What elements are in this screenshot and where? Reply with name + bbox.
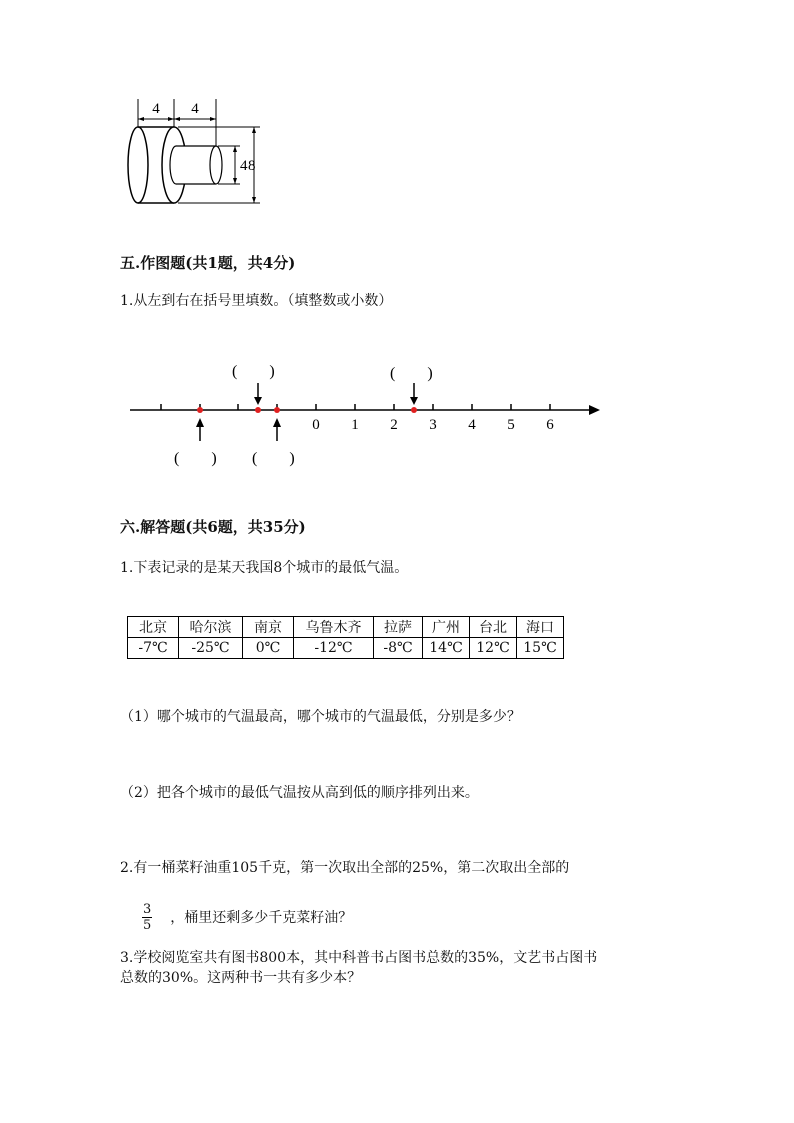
section5-q1: 1.从左到右在括号里填数。（填整数或小数） [120, 293, 393, 309]
city-cell: 南京 [243, 617, 294, 638]
fraction-denominator: 5 [143, 918, 152, 933]
temp-cell: -8℃ [374, 638, 423, 659]
section6-q1-text: 1.下表记录的是某天我国8个城市的最低气温。 [120, 560, 409, 576]
question-3-line1: 3.学校阅览室共有图书800本，其中科普书占图书总数的35%，文艺书占图书 [120, 950, 598, 966]
temp-cell: 12℃ [470, 638, 517, 659]
tick-label-2: 2 [390, 417, 398, 433]
tick-label-6: 6 [546, 417, 554, 433]
table-row-cities [128, 617, 564, 638]
city-cell: 拉萨 [374, 617, 423, 638]
tick-label-3: 3 [429, 417, 437, 433]
city-cell: 哈尔滨 [179, 617, 243, 638]
arrow-down-b [254, 397, 262, 405]
cylinder-figure [118, 95, 268, 210]
arrow-down-d [410, 397, 418, 405]
arrow-up-c [273, 418, 281, 427]
point-b [255, 407, 261, 413]
tick-label-5: 5 [507, 417, 515, 433]
city-cell: 广州 [423, 617, 470, 638]
dim-inner-height: 4 [240, 158, 248, 174]
sub-question-2: （2）把各个城市的最低气温按从高到低的顺序排列出来。 [120, 785, 479, 801]
temperature-table [127, 616, 564, 659]
temp-cell: -7℃ [128, 638, 179, 659]
city-cell: 台北 [470, 617, 517, 638]
tick-label-4: 4 [468, 417, 476, 433]
temp-cell: 14℃ [423, 638, 470, 659]
fraction-three-fifths [142, 902, 152, 933]
tick-label-1: 1 [351, 417, 359, 433]
section6-heading: 六.解答题(共6题，共35分) [120, 518, 306, 536]
sub-question-1: （1）哪个城市的气温最高，哪个城市的气温最低，分别是多少？ [120, 709, 521, 725]
section5-heading: 五.作图题(共1题，共4分) [120, 254, 296, 272]
answer-blank-bottom-2[interactable]: ( ) [252, 450, 295, 467]
city-cell: 海口 [517, 617, 564, 638]
tick-label-0: 0 [312, 417, 320, 433]
small-cylinder-face [210, 146, 222, 184]
point-d [411, 407, 417, 413]
question-2-line2 [142, 902, 352, 933]
question-2-line1: 2.有一桶菜籽油重105千克，第一次取出全部的25%，第二次取出全部的 [120, 860, 570, 876]
question-3-line2: 总数的30%。这两种书一共有多少本？ [120, 970, 362, 986]
large-cylinder-left-edge [128, 127, 148, 203]
dim-top-left: 4 [152, 101, 160, 117]
temp-cell: 0℃ [243, 638, 294, 659]
temp-cell: 15℃ [517, 638, 564, 659]
answer-blank-bottom-1[interactable]: ( ) [174, 450, 217, 467]
question-2-line2-text: ，桶里还剩多少千克菜籽油？ [170, 909, 353, 926]
dim-top-right: 4 [191, 101, 199, 117]
point-a [197, 407, 203, 413]
fraction-numerator: 3 [143, 902, 152, 917]
arrow-up-a [196, 418, 204, 427]
city-cell: 乌鲁木齐 [294, 617, 374, 638]
answer-blank-top-2[interactable]: ( ) [390, 365, 433, 382]
point-c [274, 407, 280, 413]
dim-outer-height: 8 [248, 158, 256, 174]
number-line-arrowhead [589, 405, 600, 415]
number-line-figure [120, 355, 610, 475]
temp-cell: -25℃ [179, 638, 243, 659]
table-row-temps [128, 638, 564, 659]
city-cell: 北京 [128, 617, 179, 638]
temp-cell: -12℃ [294, 638, 374, 659]
answer-blank-top-1[interactable]: ( ) [232, 363, 275, 380]
